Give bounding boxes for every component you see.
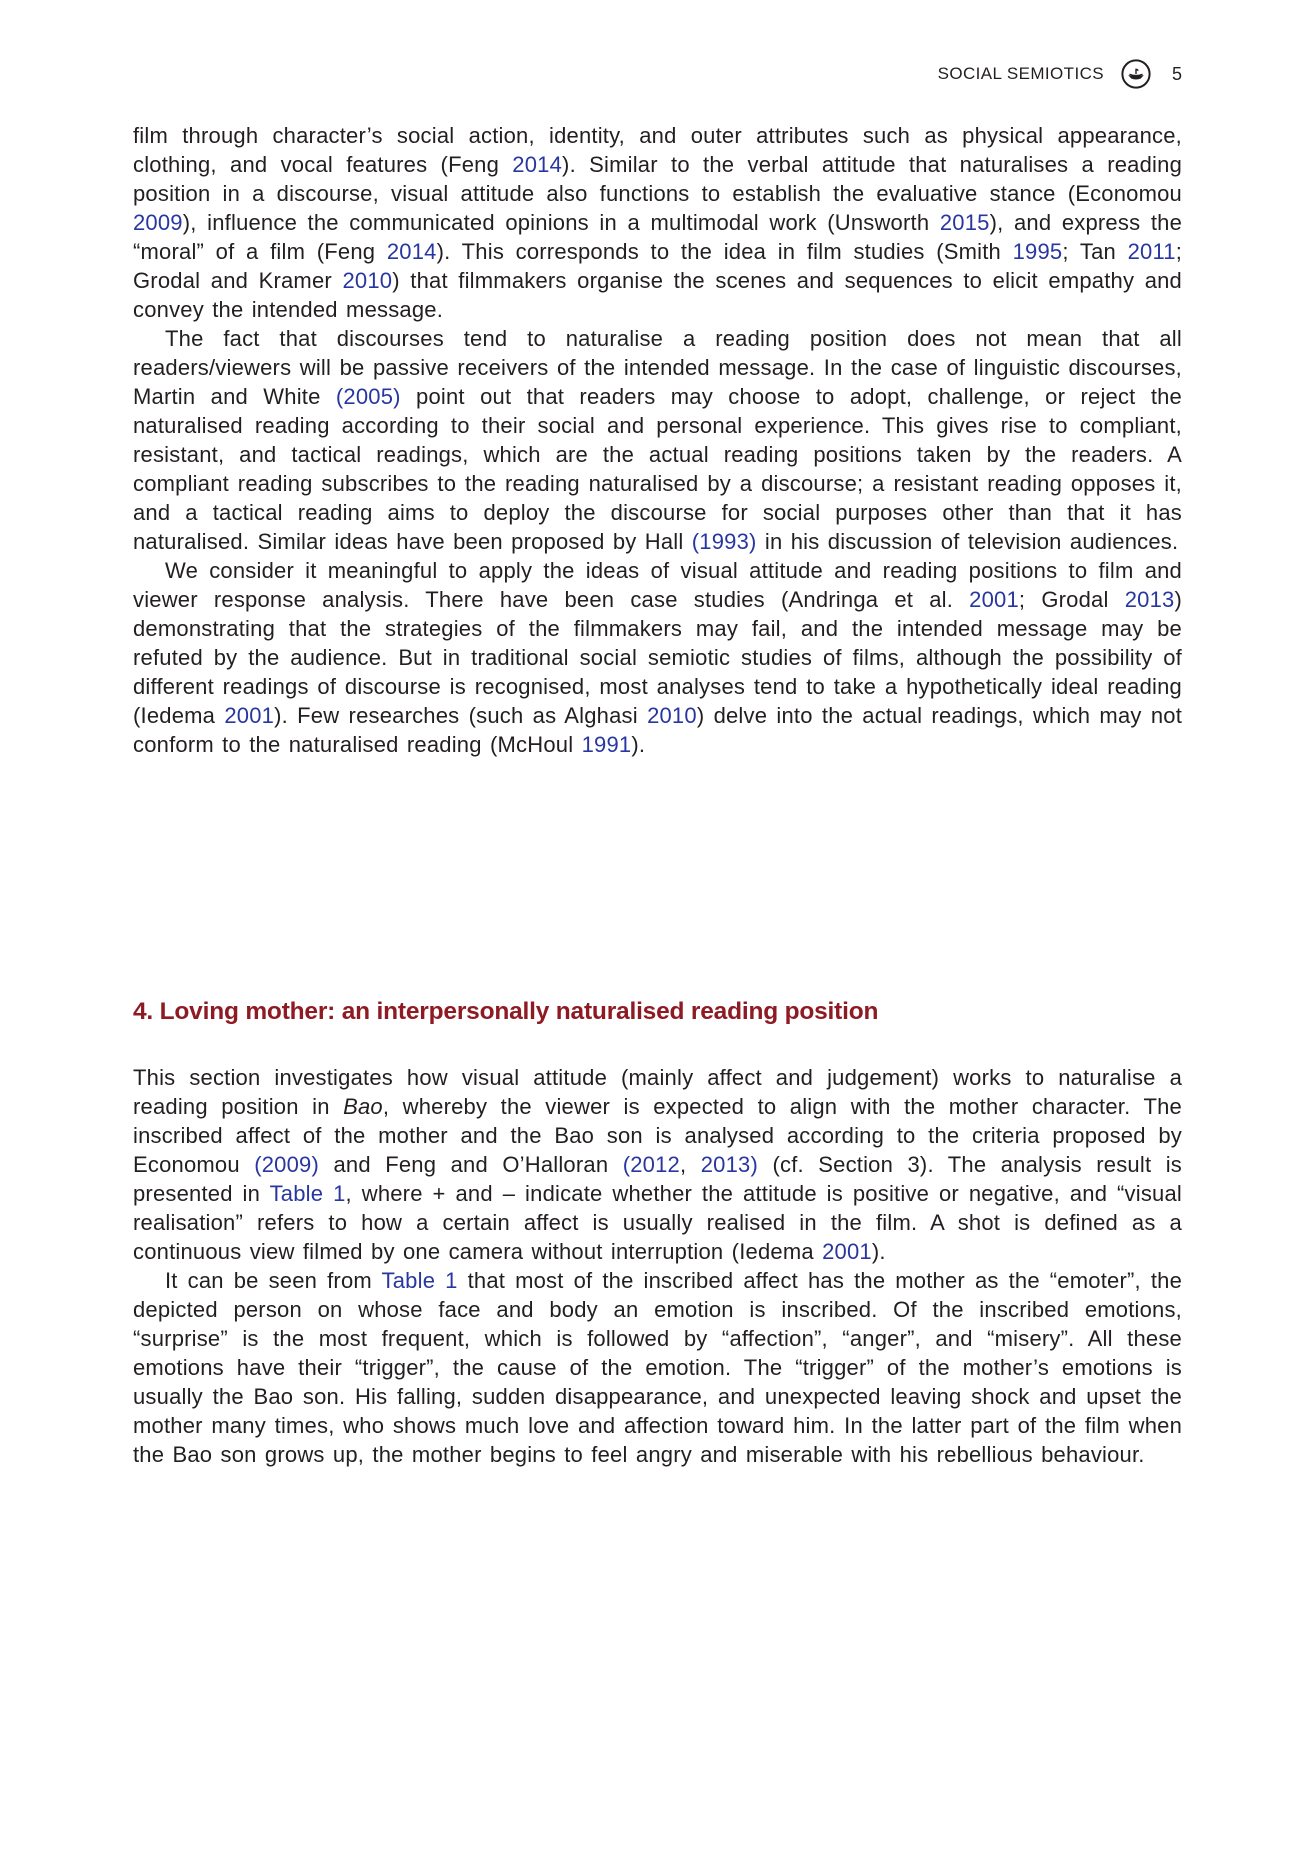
text-run: We consider it meaningful to apply the ideas of visual attitude and reading positions to film and viewer response analysis. There have been case studies (Andringa et al. xyxy=(133,558,1182,612)
citation-link[interactable]: 2010 xyxy=(647,703,697,728)
citation-link[interactable]: (2005) xyxy=(335,384,401,409)
citation-link[interactable]: (2012 xyxy=(622,1152,680,1177)
text-run: This section investigates how visual attitude (mainly affect and judgement) works to naturalise a reading position in xyxy=(133,1065,1182,1119)
citation-link[interactable]: 2013) xyxy=(700,1152,759,1177)
text-run: , whereby the viewer is expected to align with the mother character. The inscribed affect of the mother and the Bao son is analysed according to the criteria proposed by Economou xyxy=(133,1094,1182,1177)
citation-link[interactable]: 2010 xyxy=(342,268,393,293)
text-run: ; Tan xyxy=(1062,239,1128,264)
citation-link[interactable]: 2009 xyxy=(133,210,183,235)
text-run: , where + and – indicate whether the attitude is positive or negative, and “visual realisation” refers to how a certain affect is usually realised in the film. A shot is defined as a continuous view filmed by one camera without interruption (Iedema xyxy=(133,1181,1183,1264)
citation-link[interactable]: 2015 xyxy=(939,210,990,235)
text-run: ), influence the communicated opinions in a multimodal work (Unsworth xyxy=(182,210,940,235)
citation-link[interactable]: 2013 xyxy=(1124,587,1175,612)
citation-link[interactable]: 2014 xyxy=(386,239,437,264)
film-title-italic: Bao xyxy=(343,1094,383,1119)
section-heading: 4. Loving mother: an interpersonally naturalised reading position xyxy=(133,998,879,1025)
table-1-link[interactable]: Table 1 xyxy=(381,1268,458,1293)
text-run: film through character’s social action, identity, and outer attributes such as physical appearance, clothing, and vocal features (Feng xyxy=(133,123,1182,177)
text-run: The fact that discourses tend to naturalise a reading position does not mean that all readers/viewers will be passive receivers of the intended message. In the case of linguistic discourses, Martin and White xyxy=(133,326,1182,409)
text-run: ). This corresponds to the idea in film studies (Smith xyxy=(436,239,1013,264)
text-run: ) demonstrating that the strategies of the filmmakers may fail, and the intended message may be refuted by the audience. But in traditional social semiotic studies of films, although the possibility of different readings of discourse is recognised, most analyses tend to take a hypothetically ideal reading (Iedema xyxy=(133,587,1182,728)
text-run: ). Few researches (such as Alghasi xyxy=(274,703,648,728)
page-number: 5 xyxy=(1171,63,1182,84)
text-run: point out that readers may choose to adopt, challenge, or reject the naturalised reading according to their social and personal experience. This gives rise to compliant, resistant, and tactical readings, which are the actual reading positions taken by the readers. A compliant reading subscribes to the reading naturalised by a discourse; a resistant reading opposes it, and a tactical reading aims to deploy the discourse for social purposes other than that it has naturalised. Similar ideas have been proposed by Hall xyxy=(133,384,1182,554)
citation-link[interactable]: 2001 xyxy=(224,703,275,728)
citation-link[interactable]: 2001 xyxy=(822,1239,872,1264)
page-header xyxy=(133,57,1182,91)
text-run: ; Grodal and Kramer xyxy=(133,239,1182,293)
text-run: , xyxy=(679,1152,701,1177)
text-run: and Feng and O’Halloran xyxy=(319,1152,623,1177)
text-run: ). Similar to the verbal attitude that naturalises a reading position in a discourse, visual attitude also functions to establish the evaluative stance (Economou xyxy=(133,152,1183,206)
body-paragraph xyxy=(133,324,1182,556)
text-run: ). xyxy=(871,1239,886,1264)
citation-link[interactable]: 1995 xyxy=(1012,239,1063,264)
text-run: It can be seen from xyxy=(165,1268,382,1293)
body-paragraph xyxy=(133,556,1182,759)
citation-link[interactable]: (2009) xyxy=(254,1152,320,1177)
text-run: ). xyxy=(631,732,646,757)
text-run: ), and express the “moral” of a film (Feng xyxy=(133,210,1182,264)
article-body xyxy=(133,121,1182,1469)
text-run: (cf. Section 3). The analysis result is presented in xyxy=(133,1152,1182,1206)
text-run: ; Grodal xyxy=(1018,587,1125,612)
text-run: in his discussion of television audiences. xyxy=(756,529,1179,554)
citation-link[interactable]: 1991 xyxy=(581,732,632,757)
citation-link[interactable]: 2014 xyxy=(512,152,563,177)
citation-link[interactable]: 2001 xyxy=(969,587,1019,612)
body-paragraph xyxy=(133,121,1182,324)
taylor-francis-logo-icon xyxy=(1120,58,1152,90)
journal-title: SOCIAL SEMIOTICS xyxy=(937,64,1104,83)
text-run: that most of the inscribed affect has the mother as the “emoter”, the depicted person on whose face and body an emotion is inscribed. Of the inscribed emotions, “surprise” is the most frequent, which is followed by “affection”, “anger”, and “misery”. All these emotions have their “trigger”, the cause of the emotion. The “trigger” of the mother’s emotions is usually the Bao son. His falling, sudden disappearance, and unexpected leaving shock and upset the mother many times, who shows much love and affection toward him. In the latter part of the film when the Bao son grows up, the mother begins to feel angry and miserable with his rebellious behaviour. xyxy=(133,1268,1183,1467)
citation-link[interactable]: (1993) xyxy=(691,529,757,554)
table-1-link[interactable]: Table 1 xyxy=(269,1181,346,1206)
text-run: ) delve into the actual readings, which may not conform to the naturalised reading (McHoul xyxy=(133,703,1183,757)
citation-link[interactable]: 2011 xyxy=(1127,239,1176,264)
body-paragraph xyxy=(133,1266,1182,1469)
text-run: ) that filmmakers organise the scenes and sequences to elicit empathy and convey the intended message. xyxy=(133,268,1182,322)
body-paragraph xyxy=(133,1063,1182,1266)
